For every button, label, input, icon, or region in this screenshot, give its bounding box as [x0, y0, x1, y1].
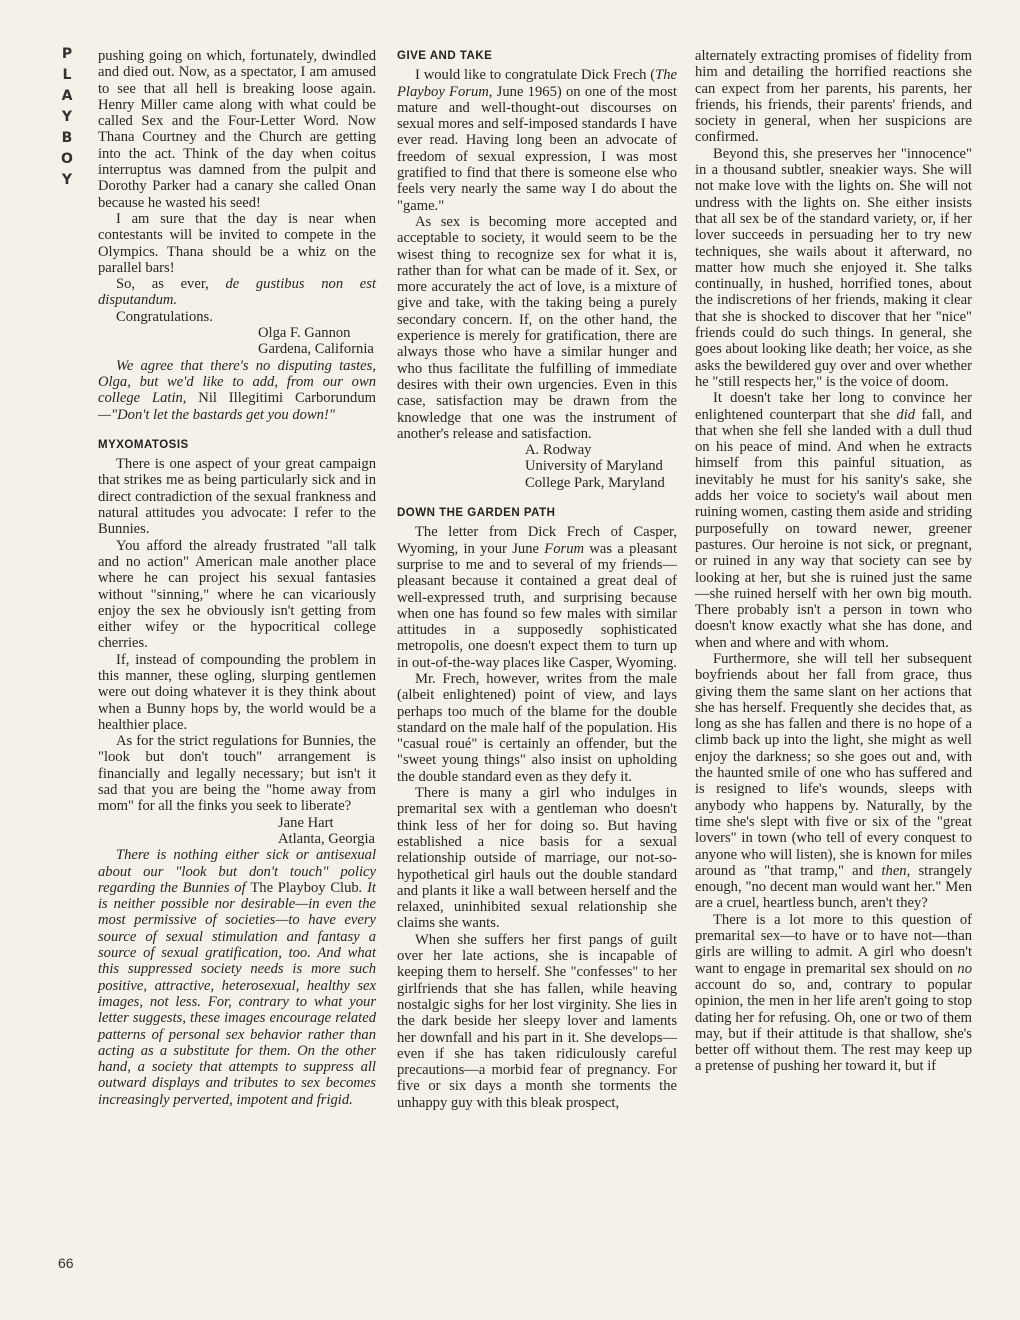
paragraph: As for the strict regulations for Bunnies, the "look but don't touch" arrangement is financially and legally necessary; but isn't it sad that you are being the "home away from mom" for all the finks you seek to liberate?: [98, 733, 376, 815]
masthead-letter: L: [62, 67, 72, 83]
letter-heading: DOWN THE GARDEN PATH: [397, 507, 556, 520]
masthead-playboy: [52, 44, 82, 191]
masthead-letter: Y: [61, 172, 73, 188]
paragraph: pushing going on which, fortunately, dwindled and died out. Now, as a spectator, I am amused to see that all hell is breaking loose again. Henry Miller came along with what could be called Sex and the Four-Letter Word. Now Thana Courtney and the Church are getting into the act. Think of the day when coitus interruptus was damned from the pulpit and Dorothy Parker had a canary she called Onan because he wasted his seed!: [98, 48, 376, 211]
signature-name: Olga F. Gannon: [258, 325, 351, 342]
paragraph: When she suffers her first pangs of guilt over her late actions, she is incapable of keeping them to herself. She "confesses" to her girlfriends that she has fallen, while heaving nostalgic sighs for her lost virginity. She lies in the dark beside her sleepy lover and laments her downfall and his part in it. She develops—even if she has taken ridiculously careful precautions—a morbid fear of pregnancy. For five or six days a month she torments the unhappy guy with this bleak prospect,: [397, 931, 677, 1111]
paragraph: I am sure that the day is near when contestants will be invited to compete in the Olympics. Thana should be a whiz on the parallel bars!: [98, 210, 376, 276]
paragraph: alternately extracting promises of fidelity from him and detailing the horrified reactions she can expect from her parents, his parents, her friends, his friends, their parents' friends, and society in general, when her suspicions are confirmed.: [695, 48, 972, 146]
paragraph: It doesn't take her long to convince her enlightened counterpart that she did fall, and that when she fell she landed with a dull thud on his peace of mind. And when he extracts himself from this painful situation, as inevitably he must for his sanity's sake, she adds her voice to society's wail about men ruining women, casting them aside and striding purposefully on toward newer, greener pastures. Our heroine is not sick, or pregnant, or ruined in any way that society can see by looking at her, but she is ruined just the same—she ruined herself with her own big mouth. There probably isn't a person in town who doesn't know exactly what she has done, and when and where and with whom.: [695, 390, 972, 651]
letter-heading: GIVE AND TAKE: [397, 50, 493, 62]
column-1: [98, 48, 376, 1108]
paragraph: Mr. Frech, however, writes from the male (albeit enlightened) point of view, and lays perhaps too much of the blame for the double standard on the male half of the population. His "casual roué" is certainly an offender, but the "sweet young things" also insist on upholding the double standard even as they defy it.: [397, 670, 677, 785]
letter-heading: MYXOMATOSIS: [98, 438, 189, 451]
paragraph: Furthermore, she will tell her subsequent boyfriends about her fall from grace, thus giving them the same slant on her actions that she has herself. Frequently she decides that, as long as she has fallen and there is no hope of a climb back up into the light, she might as well enjoy the darkness; so she goes out and, with the haunted smile of one who has suffered and is resigned to life's wounds, sleeps with anybody who happens by. Naturally, by the time she's slept with five or six of the "great lovers" in town (who tell of every conquest to anyone who will listen), she is known for miles around as "that tramp," and then, strangely enough, "no decent man would want her." Men are a cruel, heartless bunch, aren't they?: [695, 650, 972, 912]
masthead-letter: B: [61, 130, 73, 146]
masthead-letter: P: [61, 46, 73, 62]
signature-place: University of Maryland: [525, 458, 663, 475]
column-3: [695, 48, 972, 1075]
paragraph: Congratulations.: [116, 308, 213, 325]
masthead-letter: Y: [61, 109, 73, 125]
paragraph: The letter from Dick Frech of Casper, Wyoming, in your June Forum was a pleasant surprise to me and to several of my friends—pleasant because it contained a great deal of well-expressed truth, and surprising because when one has found so few males with similar attitudes in a supposedly sophisticated metropolis, one doesn't expect them to turn up in out-of-the-way places like Casper, Wyoming.: [397, 524, 677, 671]
signature-place: College Park, Maryland: [525, 474, 665, 491]
paragraph: There is a lot more to this question of premarital sex—to have or to have not—than girls are willing to admit. A girl who doesn't want to engage in premarital sex should on no account do so, and, contrary to popular opinion, the men in her life aren't going to stop dating her for refusing. Oh, one or two of them may, but if their attitude is that shallow, she's better off without them. The rest may keep up a pretense of pushing her toward it, but if: [695, 911, 972, 1075]
masthead-letter: A: [61, 88, 73, 104]
paragraph: There is many a girl who indulges in premarital sex with a gentleman who doesn't think less of her for doing so. But having established a nice basis for a sexual relationship outside of marriage, our not-so-hypothetical girl hauls out the double standard and plants it like a wall between herself and the relaxed, uninhibited sexual relationship she claims she wants.: [397, 785, 677, 932]
paragraph: As sex is becoming more accepted and acceptable to society, it would seem to be the wisest thing to recognize sex for what it is, rather than for what can be made of it. Sex, or more accurately the act of love, is a mixture of give and take, with the taking being a purely secondary concern. If, on the other hand, the experience is merely for gratification, there are always those who have a similar hunger and who thus facilitate the fulfilling of immediate desires with their own urgencies. Even in this case, satisfaction may be drawn from the knowledge that one was the instrument of another's release and satisfaction.: [397, 213, 677, 442]
signature-place: Gardena, California: [258, 341, 374, 358]
paragraph: There is one aspect of your great campaign that strikes me as being particularly sick and in direct contradiction of the sexual frankness and natural attitudes you advocate: I refer to the Bunnies.: [98, 456, 376, 538]
paragraph: So, as ever, de gustibus non est disputandum.: [98, 276, 377, 309]
signature-name: A. Rodway: [525, 442, 592, 459]
masthead-letter: O: [61, 151, 73, 167]
signature-place: Atlanta, Georgia: [278, 830, 375, 847]
page-number: 66: [58, 1255, 74, 1271]
editor-reply: We agree that there's no disputing tastes, Olga, but we'd like to add, from our own college Latin, Nil Illegitimi Carborundum—"Don't let the bastards get you down!": [98, 357, 377, 423]
paragraph: You afford the already frustrated "all talk and no action" American male another place where he can project his sexual fantasies without "sinning," where he can vicariously enjoy the sex he obviously isn't getting from either wifey or the hypocritical college cherries.: [98, 537, 376, 652]
paragraph: Beyond this, she preserves her "innocence" in a thousand subtler, sneakier ways. She will not make love with the lights on. She will not undress with the lights on. She either insists that all sex be of the standard variety, or, if her lover succeeds in persuading her to try new techniques, she wails about it afterward, no matter how much she enjoyed it. She talks continually, in hushed, horrified tones, about the indiscretions of her friends, making it clear that she is shocked to discover that her "nice" friends could do such things. In general, she goes about looking like death; her voice, as she asks the bewildered guy over and over whether he "still respects her," is the voice of doom.: [695, 145, 972, 390]
editor-reply: There is nothing either sick or antisexual about our "look but don't touch" policy regarding the Bunnies of The Playboy Club. It is neither possible nor desirable—in even the most permissive of societies—to have every source of sexual stimulation and fantasy a source of sexual gratification, too. And what this suppressed society needs is more such positive, attractive, heterosexual, healthy sex images, not less. For, contrary to what your letter suggests, these images encourage related patterns of personal sex behavior rather than acting as a substitute for them. On the other hand, a society that attempts to suppress all outward displays and tributes to sex becomes increasingly perverted, impotent and frigid.: [98, 847, 376, 1108]
column-2: [397, 48, 677, 1111]
paragraph: If, instead of compounding the problem in this manner, these ogling, slurping gentlemen were out doing whatever it is they think about when a Bunny hops by, the world would be a healthier place.: [98, 651, 376, 733]
signature-name: Jane Hart: [278, 814, 334, 831]
paragraph: I would like to congratulate Dick Frech (The Playboy Forum, June 1965) on one of the most mature and well-thought-out discourses on sexual mores and self-imposed standards I have ever read. Having long been an advocate of freedom of sexual expression, I was most gratified to find that there is someone else who feels very nearly the same way I do about the "game.": [397, 67, 677, 214]
